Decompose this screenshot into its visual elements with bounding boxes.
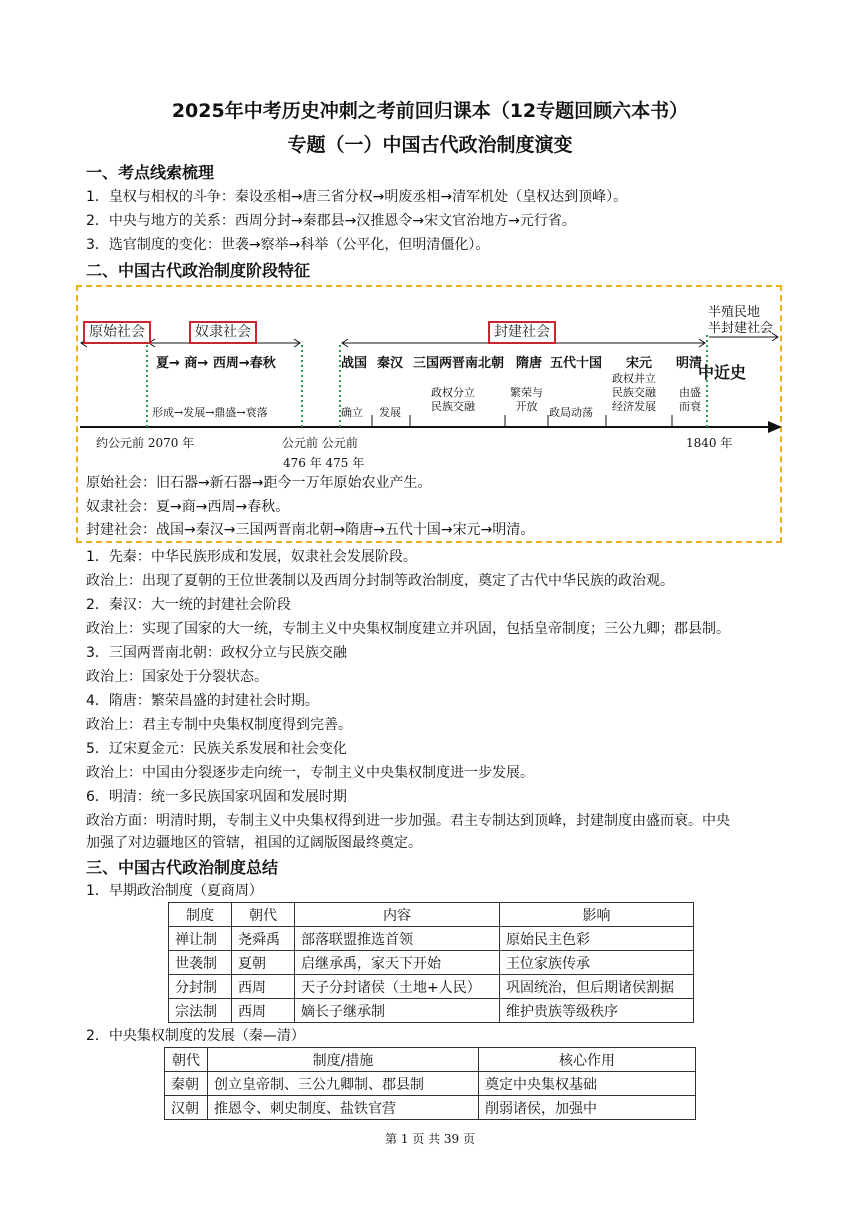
table-cell: 尧舜禹 — [232, 927, 295, 951]
early-systems-table — [168, 902, 694, 1023]
table-cell: 世袭制 — [169, 951, 232, 975]
table-header-row — [165, 1048, 696, 1072]
period-line: 政治上：君主专制中央集权制度得到完善。 — [86, 717, 352, 733]
central-power-table — [164, 1047, 696, 1120]
period-line: 政治方面：明清时期，专制主义中央集权得到进一步加强。君主专制达到顶峰，封建制度由盛而衰。中央 — [86, 813, 730, 829]
note-mingqing: 由盛 而衰 — [679, 386, 701, 413]
era-zhanguo: 战国 — [341, 356, 368, 371]
table-header-row — [169, 903, 694, 927]
era-mingqing: 明清 — [676, 356, 703, 371]
era-wudai: 五代十国 — [550, 356, 603, 371]
period-line: 5．辽宋夏金元：民族关系发展和社会变化 — [86, 741, 347, 757]
period-line: 政治上：国家处于分裂状态。 — [86, 669, 268, 685]
section1-item: 3．选官制度的变化：世袭→察举→科举（公平化，但明清僵化）。 — [86, 237, 490, 253]
note-sanguo: 政权分立 民族交融 — [431, 386, 475, 413]
slave-phases: 形成→发展→鼎盛→衰落 — [152, 406, 268, 419]
year-2070: 约公元前 2070 年 — [96, 436, 195, 450]
table-cell: 夏朝 — [232, 951, 295, 975]
table-cell: 奠定中央集权基础 — [479, 1072, 696, 1096]
table-cell: 禅让制 — [169, 927, 232, 951]
note-suitang: 繁荣与 开放 — [510, 386, 543, 413]
table-cell: 启继承禹，家天下开始 — [295, 951, 500, 975]
table1-caption: 1．早期政治制度（夏商周） — [86, 883, 263, 899]
slave-dynasties: 夏→ 商→ 西周→春秋 — [156, 356, 276, 371]
summary-feudal: 封建社会：战国→秦汉→三国两晋南北朝→隋唐→五代十国→宋元→明清。 — [86, 522, 535, 538]
note-qinhan: 发展 — [379, 406, 401, 419]
table-cell: 秦朝 — [165, 1072, 208, 1096]
era-qinhan: 秦汉 — [377, 356, 404, 371]
stage-slave-label: 奴隶社会 — [189, 321, 257, 344]
table-header: 内容 — [295, 903, 500, 927]
table-cell: 西周 — [232, 999, 295, 1023]
period-line: 政治上：出现了夏朝的王位世袭制以及西周分封制等政治制度，奠定了古代中华民族的政治观。 — [86, 573, 674, 589]
table-cell: 部落联盟推选首领 — [295, 927, 500, 951]
note-songyuan: 政权并立 民族交融 经济发展 — [612, 372, 656, 413]
table-row — [165, 1096, 696, 1120]
page-footer: 第 1 页 共 39 页 — [385, 1132, 475, 1146]
stage-semi-colonial-line1: 半殖民地 — [708, 305, 761, 320]
table-cell: 原始民主色彩 — [500, 927, 694, 951]
period-line: 2．秦汉：大一统的封建社会阶段 — [86, 597, 291, 613]
table-row — [169, 951, 694, 975]
stage-primitive-label: 原始社会 — [83, 321, 151, 344]
timeline-axis-arrow — [768, 421, 782, 433]
table-cell: 巩固统治，但后期诸侯割据 — [500, 975, 694, 999]
period-line: 3．三国两晋南北朝：政权分立与民族交融 — [86, 645, 347, 661]
table-header: 影响 — [500, 903, 694, 927]
table-cell: 西周 — [232, 975, 295, 999]
table-header: 朝代 — [165, 1048, 208, 1072]
section3-heading: 三、中国古代政治制度总结 — [86, 858, 279, 877]
stage-semi-colonial-line2: 半封建社会 — [708, 321, 774, 336]
period-line: 政治上：实现了国家的大一统，专制主义中央集权制度建立并巩固，包括皇帝制度；三公九卿；郡县制。 — [86, 621, 730, 637]
document-subtitle: 专题（一）中国古代政治制度演变 — [287, 134, 573, 156]
table-cell: 宗法制 — [169, 999, 232, 1023]
year-1840: 1840 年 — [686, 436, 733, 450]
table-header: 制度/措施 — [208, 1048, 479, 1072]
table-header: 核心作用 — [479, 1048, 696, 1072]
table2-caption: 2．中央集权制度的发展（秦—清） — [86, 1028, 305, 1044]
period-line: 4．隋唐：繁荣昌盛的封建社会时期。 — [86, 693, 319, 709]
table-row — [169, 975, 694, 999]
era-suitang: 隋唐 — [516, 356, 543, 371]
table-cell: 削弱诸侯，加强中 — [479, 1096, 696, 1120]
era-sanguo: 三国两晋南北朝 — [413, 356, 505, 371]
era-songyuan: 宋元 — [626, 356, 653, 371]
year-476-label: 公元前 公元前 — [282, 436, 358, 450]
stage-semi-colonial — [708, 305, 773, 337]
table-cell: 创立皇帝制、三公九卿制、郡县制 — [208, 1072, 479, 1096]
table-row — [169, 999, 694, 1023]
table-header: 朝代 — [232, 903, 295, 927]
period-line: 6．明清：统一多民族国家巩固和发展时期 — [86, 789, 347, 805]
table-cell: 分封制 — [169, 975, 232, 999]
section1-item: 1．皇权与相权的斗争：秦设丞相→唐三省分权→明废丞相→清军机处（皇权达到顶峰）。 — [86, 189, 628, 205]
table-cell: 嫡长子继承制 — [295, 999, 500, 1023]
table-row — [165, 1072, 696, 1096]
modern-history-label: 中近史 — [698, 363, 747, 382]
period-line: 1．先秦：中华民族形成和发展，奴隶社会发展阶段。 — [86, 549, 417, 565]
note-zhanguo: 确立 — [341, 406, 363, 419]
table-cell: 天子分封诸侯（土地+人民） — [295, 975, 500, 999]
summary-primitive: 原始社会：旧石器→新石器→距今一万年原始农业产生。 — [86, 475, 432, 491]
table-cell: 王位家族传承 — [500, 951, 694, 975]
section1-item: 2．中央与地方的关系：西周分封→秦郡县→汉推恩令→宋文官治地方→元行省。 — [86, 213, 576, 229]
table-row — [169, 927, 694, 951]
period-line: 加强了对边疆地区的管辖，祖国的辽阔版图最终奠定。 — [86, 835, 422, 851]
note-wudai: 政局动荡 — [549, 406, 593, 419]
period-line: 政治上：中国由分裂逐步走向统一，专制主义中央集权制度进一步发展。 — [86, 765, 534, 781]
section2-heading: 二、中国古代政治制度阶段特征 — [86, 261, 311, 280]
summary-slave: 奴隶社会：夏→商→西周→春秋。 — [86, 499, 290, 515]
table-cell: 推恩令、刺史制度、盐铁官营 — [208, 1096, 479, 1120]
table-cell: 维护贵族等级秩序 — [500, 999, 694, 1023]
year-476-475: 476 年 475 年 — [283, 456, 365, 470]
section1-heading: 一、考点线索梳理 — [86, 163, 215, 182]
document-title: 2025年中考历史冲刺之考前回归课本（12专题回顾六本书） — [171, 100, 689, 122]
stage-feudal-label: 封建社会 — [488, 321, 556, 344]
table-header: 制度 — [169, 903, 232, 927]
table-cell: 汉朝 — [165, 1096, 208, 1120]
